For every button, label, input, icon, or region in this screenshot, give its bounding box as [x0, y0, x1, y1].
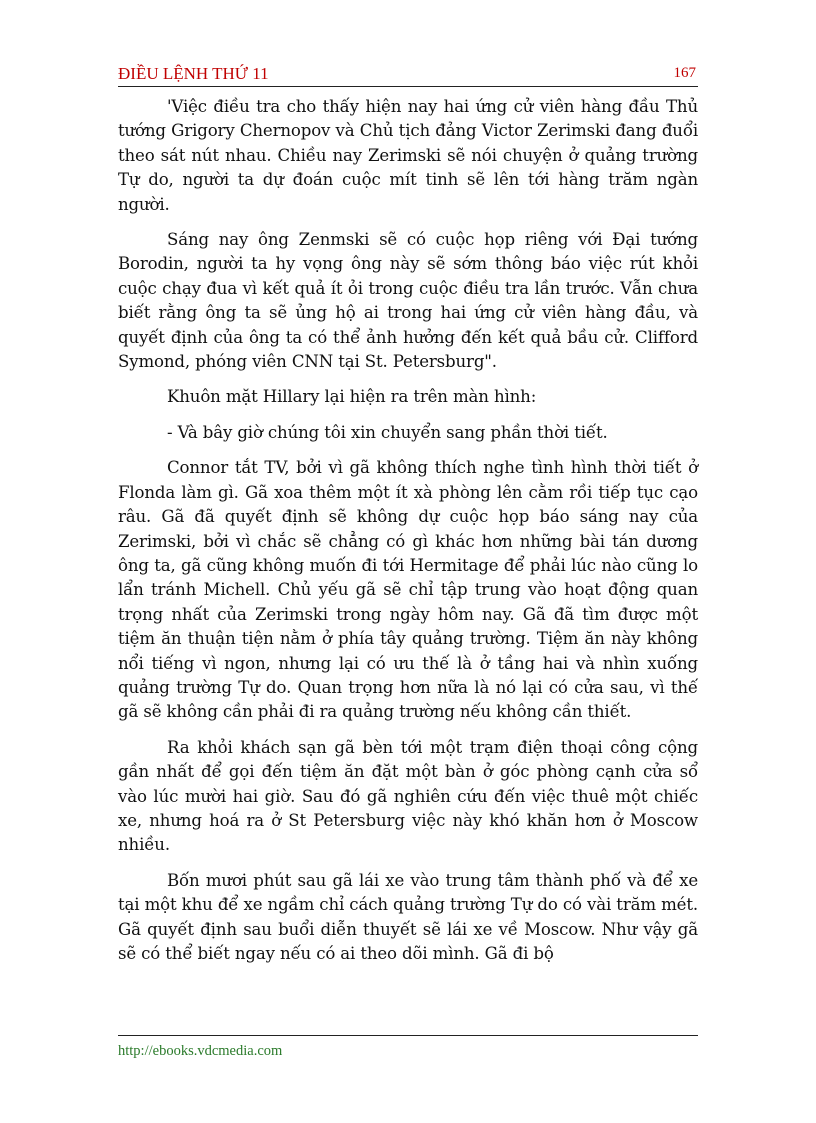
paragraph: Connor tắt TV, bởi vì gã không thích nghe tình hình thời tiết ở Flonda làm gì. Gã xoa thêm một ít xà phòng lên cằm rồi tiếp tục cạo râu. Gã đã quyết định sẽ không dự cuộc họp báo sáng nay của Zerimski, bởi vì chắc sẽ chẳng có gì khác hơn những bài tán dương ông ta, gã cũng không muốn đi tới Hermitage để phải lúc nào cũng lo lẩn tránh Michell. Chủ yếu gã sẽ chỉ tập trung vào hoạt động quan trọng nhất của Zerimski trong ngày hôm nay. Gã đã tìm được một tiệm ăn thuận tiện nằm ở phía tây quảng trường. Tiệm ăn này không nổi tiếng vì ngon, nhưng lại có ưu thế là ở tầng hai và nhìn xuống quảng trường Tự do. Quan trọng hơn nữa là nó lại có cửa sau, vì thế gã sẽ không cần phải đi ra quảng trường nếu không cần thiết. [118, 458, 698, 722]
paragraph: Ra khỏi khách sạn gã bèn tới một trạm điện thoại công cộng gần nhất để gọi đến tiệm ăn đặt một bàn ở góc phòng cạnh cửa sổ vào lúc mười hai giờ. Sau đó gã nghiên cứu đến việc thuê một chiếc xe, nhưng hoá ra ở St Petersburg việc này khó khăn hơn ở Moscow nhiều. [118, 737, 698, 855]
page-header [118, 60, 698, 87]
page-footer [118, 1035, 698, 1059]
paragraph: Khuôn mặt Hillary lại hiện ra trên màn hình: [167, 387, 537, 407]
footer-url-link[interactable]: http://ebooks.vdcmedia.com [118, 1043, 283, 1059]
book-title: ĐIỀU LỆNH THỨ 11 [118, 64, 269, 83]
paragraph: Sáng nay ông Zenmski sẽ có cuộc họp riêng với Đại tướng Borodin, người ta hy vọng ông này sẽ sớm thông báo việc rút khỏi cuộc chạy đua vì kết quả ít ỏi trong cuộc điều tra lần trước. Vẫn chưa biết rằng ông ta sẽ ủng hộ ai trong hai ứng cử viên hàng đầu, và quyết định của ông ta có thể ảnh hưởng đến kết quả bầu cử. Clifford Symond, phóng viên CNN tại St. Petersburg". [118, 230, 698, 372]
paragraph: - Và bây giờ chúng tôi xin chuyển sang phần thời tiết. [167, 422, 608, 442]
page-number: 167 [673, 65, 696, 81]
paragraph: Bốn mươi phút sau gã lái xe vào trung tâm thành phố và để xe tại một khu để xe ngầm chỉ cách quảng trường Tự do có vài trăm mét. Gã quyết định sau buổi diễn thuyết sẽ lái xe về Moscow. Như vậy gã sẽ có thể biết ngay nếu có ai theo dõi mình. Gã đi bộ [118, 870, 698, 963]
paragraph: 'Việc điều tra cho thấy hiện nay hai ứng cử viên hàng đầu Thủ tướng Grigory Chernopov và Chủ tịch đảng Victor Zerimski đang đuổi theo sát nút nhau. Chiều nay Zerimski sẽ nói chuyện ở quảng trường Tự do, người ta dự đoán cuộc mít tinh sẽ lên tới hàng trăm ngàn người. [118, 97, 698, 214]
body-text [118, 95, 698, 977]
